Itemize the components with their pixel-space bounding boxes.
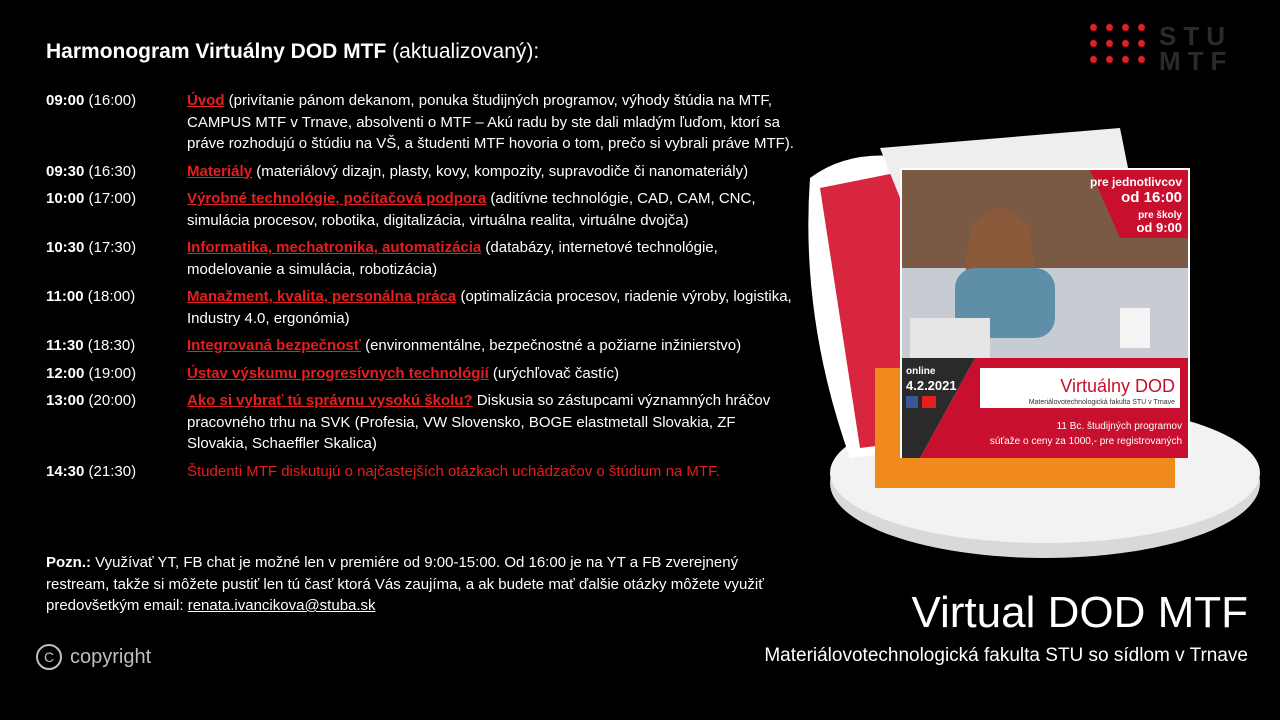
- brand-title: Virtual DOD MTF: [911, 588, 1248, 637]
- schedule-row: [46, 390, 796, 455]
- schedule-plain-red: Študenti MTF diskutujú o najčastejších otázkach uchádzačov o štúdium na MTF.: [187, 462, 720, 480]
- schedule-time-alt: (20:00): [84, 392, 137, 409]
- schedule-time: [46, 90, 136, 112]
- schedule-desc: [187, 286, 796, 329]
- facebook-icon: [906, 396, 918, 408]
- coffee-cup: [1120, 308, 1150, 348]
- schedule-heading: Úvod: [187, 92, 225, 109]
- schedule-time: [46, 161, 136, 183]
- schedule-text: (databázy, internetové technológie, modelovanie a simulácia, robotizácia): [187, 239, 718, 278]
- schedule-heading: Výrobné technológie, počítačová podpora: [187, 190, 487, 207]
- schedule-heading: Integrovaná bezpečnosť: [187, 337, 361, 354]
- slide-title-bold: Harmonogram Virtuálny DOD MTF: [46, 40, 387, 63]
- schedule-time-alt: (21:30): [84, 462, 137, 480]
- email-link[interactable]: renata.ivancikova@stuba.sk: [187, 597, 376, 614]
- schedule-time-alt: (16:30): [84, 162, 137, 180]
- slide-title: [46, 40, 539, 64]
- schedule-time: [46, 461, 136, 483]
- schedule-desc: [187, 188, 796, 231]
- schedule-time-main: 11:30: [46, 337, 84, 354]
- copyright-icon: C: [36, 644, 62, 670]
- schedule-text: (urýchľovač častíc): [488, 364, 620, 382]
- schedule-time-main: 11:00: [46, 288, 84, 305]
- schedule-time: [46, 237, 136, 259]
- slide-title-rest: (aktualizovaný):: [386, 40, 540, 63]
- schedule-desc: [187, 390, 796, 455]
- schedule-desc: [187, 161, 796, 183]
- schedule-row: [46, 461, 796, 483]
- schedule-time-main: 14:30: [46, 462, 85, 480]
- schedule-text: Diskusia so zástupcami významných hráčov pracovného trhu na SVK (Profesia, VW Slovensko, BOGE elastmetall Slovakia, ZF Slovakia, Schaeffler Skalica): [187, 392, 771, 452]
- note: [46, 552, 791, 617]
- schedule-heading: Ako si vybrať tú správnu vysokú školu?: [187, 392, 473, 409]
- poster-faculty: Materiálovotechnologická fakulta STU v Trnave: [1028, 399, 1175, 406]
- schedule-desc: [187, 363, 796, 385]
- schedule-row: [46, 286, 796, 329]
- schedule-desc: [187, 90, 796, 155]
- schedule-row: [46, 90, 796, 155]
- note-label: Pozn.:: [46, 554, 91, 571]
- schedule-text: (privítanie pánom dekanom, ponuka študijných programov, výhody štúdia na MTF, CAMPUS MTF v Trnave, absolventi o MTF – Akú radu by ste dali mladým ľuďom, ktorí sa práve rozhodujú o štúdiu na VŠ, a študenti MTF hovoria o tom, prečo si vybrali práve MTF).: [187, 92, 794, 152]
- schedule-time: [46, 286, 135, 308]
- poster-illustration: [790, 118, 1260, 558]
- schedule-heading: Materiály: [187, 162, 253, 180]
- schedule-time-alt: (18:00): [83, 288, 136, 305]
- schedule-time-main: 10:00: [46, 190, 85, 207]
- schedule-time-main: 13:00: [46, 392, 85, 409]
- schedule-time: [46, 390, 136, 412]
- poster-event: Virtuálny DOD: [1060, 376, 1175, 396]
- poster-top-line3: pre školy: [1138, 210, 1182, 221]
- book-stack: [910, 318, 990, 358]
- poster-programs: 11 Bc. študijných programov: [1056, 421, 1182, 432]
- schedule-row: [46, 237, 796, 280]
- logo-line2: MTF: [1159, 46, 1234, 76]
- schedule-row: [46, 363, 796, 385]
- poster-contest: súťaže o ceny za 1000,- pre registrovaných: [989, 436, 1182, 447]
- schedule-time-main: 12:00: [46, 364, 85, 382]
- note-text: Využívať YT, FB chat je možné len v premiére od 9:00-15:00. Od 16:00 je na YT a FB zverejnený restream, takže si môžete pustiť len tú časť ktorá Vás zaujíma, a ak budete mať ďalšie otázky môžete využiť predovšetkým email:: [46, 554, 764, 614]
- logo-dots-icon: [1090, 24, 1145, 63]
- poster-top-line4: od 9:00: [1136, 220, 1182, 235]
- schedule-time: [46, 335, 135, 357]
- schedule-time-alt: (16:00): [84, 92, 137, 109]
- logo-text: [1159, 21, 1234, 76]
- schedule-time-alt: (17:30): [84, 239, 137, 256]
- schedule-time: [46, 363, 136, 385]
- schedule-text: (environmentálne, bezpečnostné a požiarne inžinierstvo): [360, 337, 742, 354]
- youtube-icon: [922, 396, 936, 408]
- schedule-row: [46, 188, 796, 231]
- poster-date: 4.2.2021: [906, 378, 957, 393]
- schedule-desc: [187, 237, 796, 280]
- schedule-list: [46, 90, 796, 488]
- schedule-time-main: 09:00: [46, 92, 85, 109]
- schedule-heading: Ústav výskumu progresívnych technológií: [187, 364, 489, 382]
- schedule-desc: [187, 461, 796, 483]
- schedule-heading: Informatika, mechatronika, automatizácia: [187, 239, 482, 256]
- schedule-row: [46, 161, 796, 183]
- schedule-time-main: 10:30: [46, 239, 85, 256]
- schedule-desc: [187, 335, 796, 357]
- poster-online: online: [906, 366, 936, 377]
- schedule-text: (optimalizácia procesov, riadenie výroby, logistika, Industry 4.0, ergonómia): [187, 288, 792, 327]
- poster-top-line1: pre jednotlivcov: [1089, 175, 1182, 189]
- schedule-row: [46, 335, 796, 357]
- schedule-text: (materiálový dizajn, plasty, kovy, kompozity, supravodiče či nanomateriály): [252, 162, 749, 180]
- poster-top-line2: od 16:00: [1121, 189, 1182, 206]
- schedule-time-main: 09:30: [46, 162, 85, 180]
- schedule-heading: Manažment, kvalita, personálna práca: [187, 288, 457, 305]
- brand-subtitle: Materiálovotechnologická fakulta STU so sídlom v Trnave: [764, 645, 1248, 666]
- copyright: [36, 644, 151, 670]
- schedule-text: (aditívne technológie, CAD, CAM, CNC, simulácia procesov, robotika, digitalizácia, virtuálna realita, virtuálne dvojča): [187, 190, 756, 229]
- copyright-text: copyright: [70, 645, 152, 668]
- logo-line1: STU: [1159, 21, 1232, 51]
- schedule-time-alt: (17:00): [84, 190, 137, 207]
- stu-logo: [1090, 21, 1234, 76]
- schedule-time-alt: (18:30): [83, 337, 136, 354]
- schedule-time-alt: (19:00): [84, 364, 137, 382]
- schedule-time: [46, 188, 136, 210]
